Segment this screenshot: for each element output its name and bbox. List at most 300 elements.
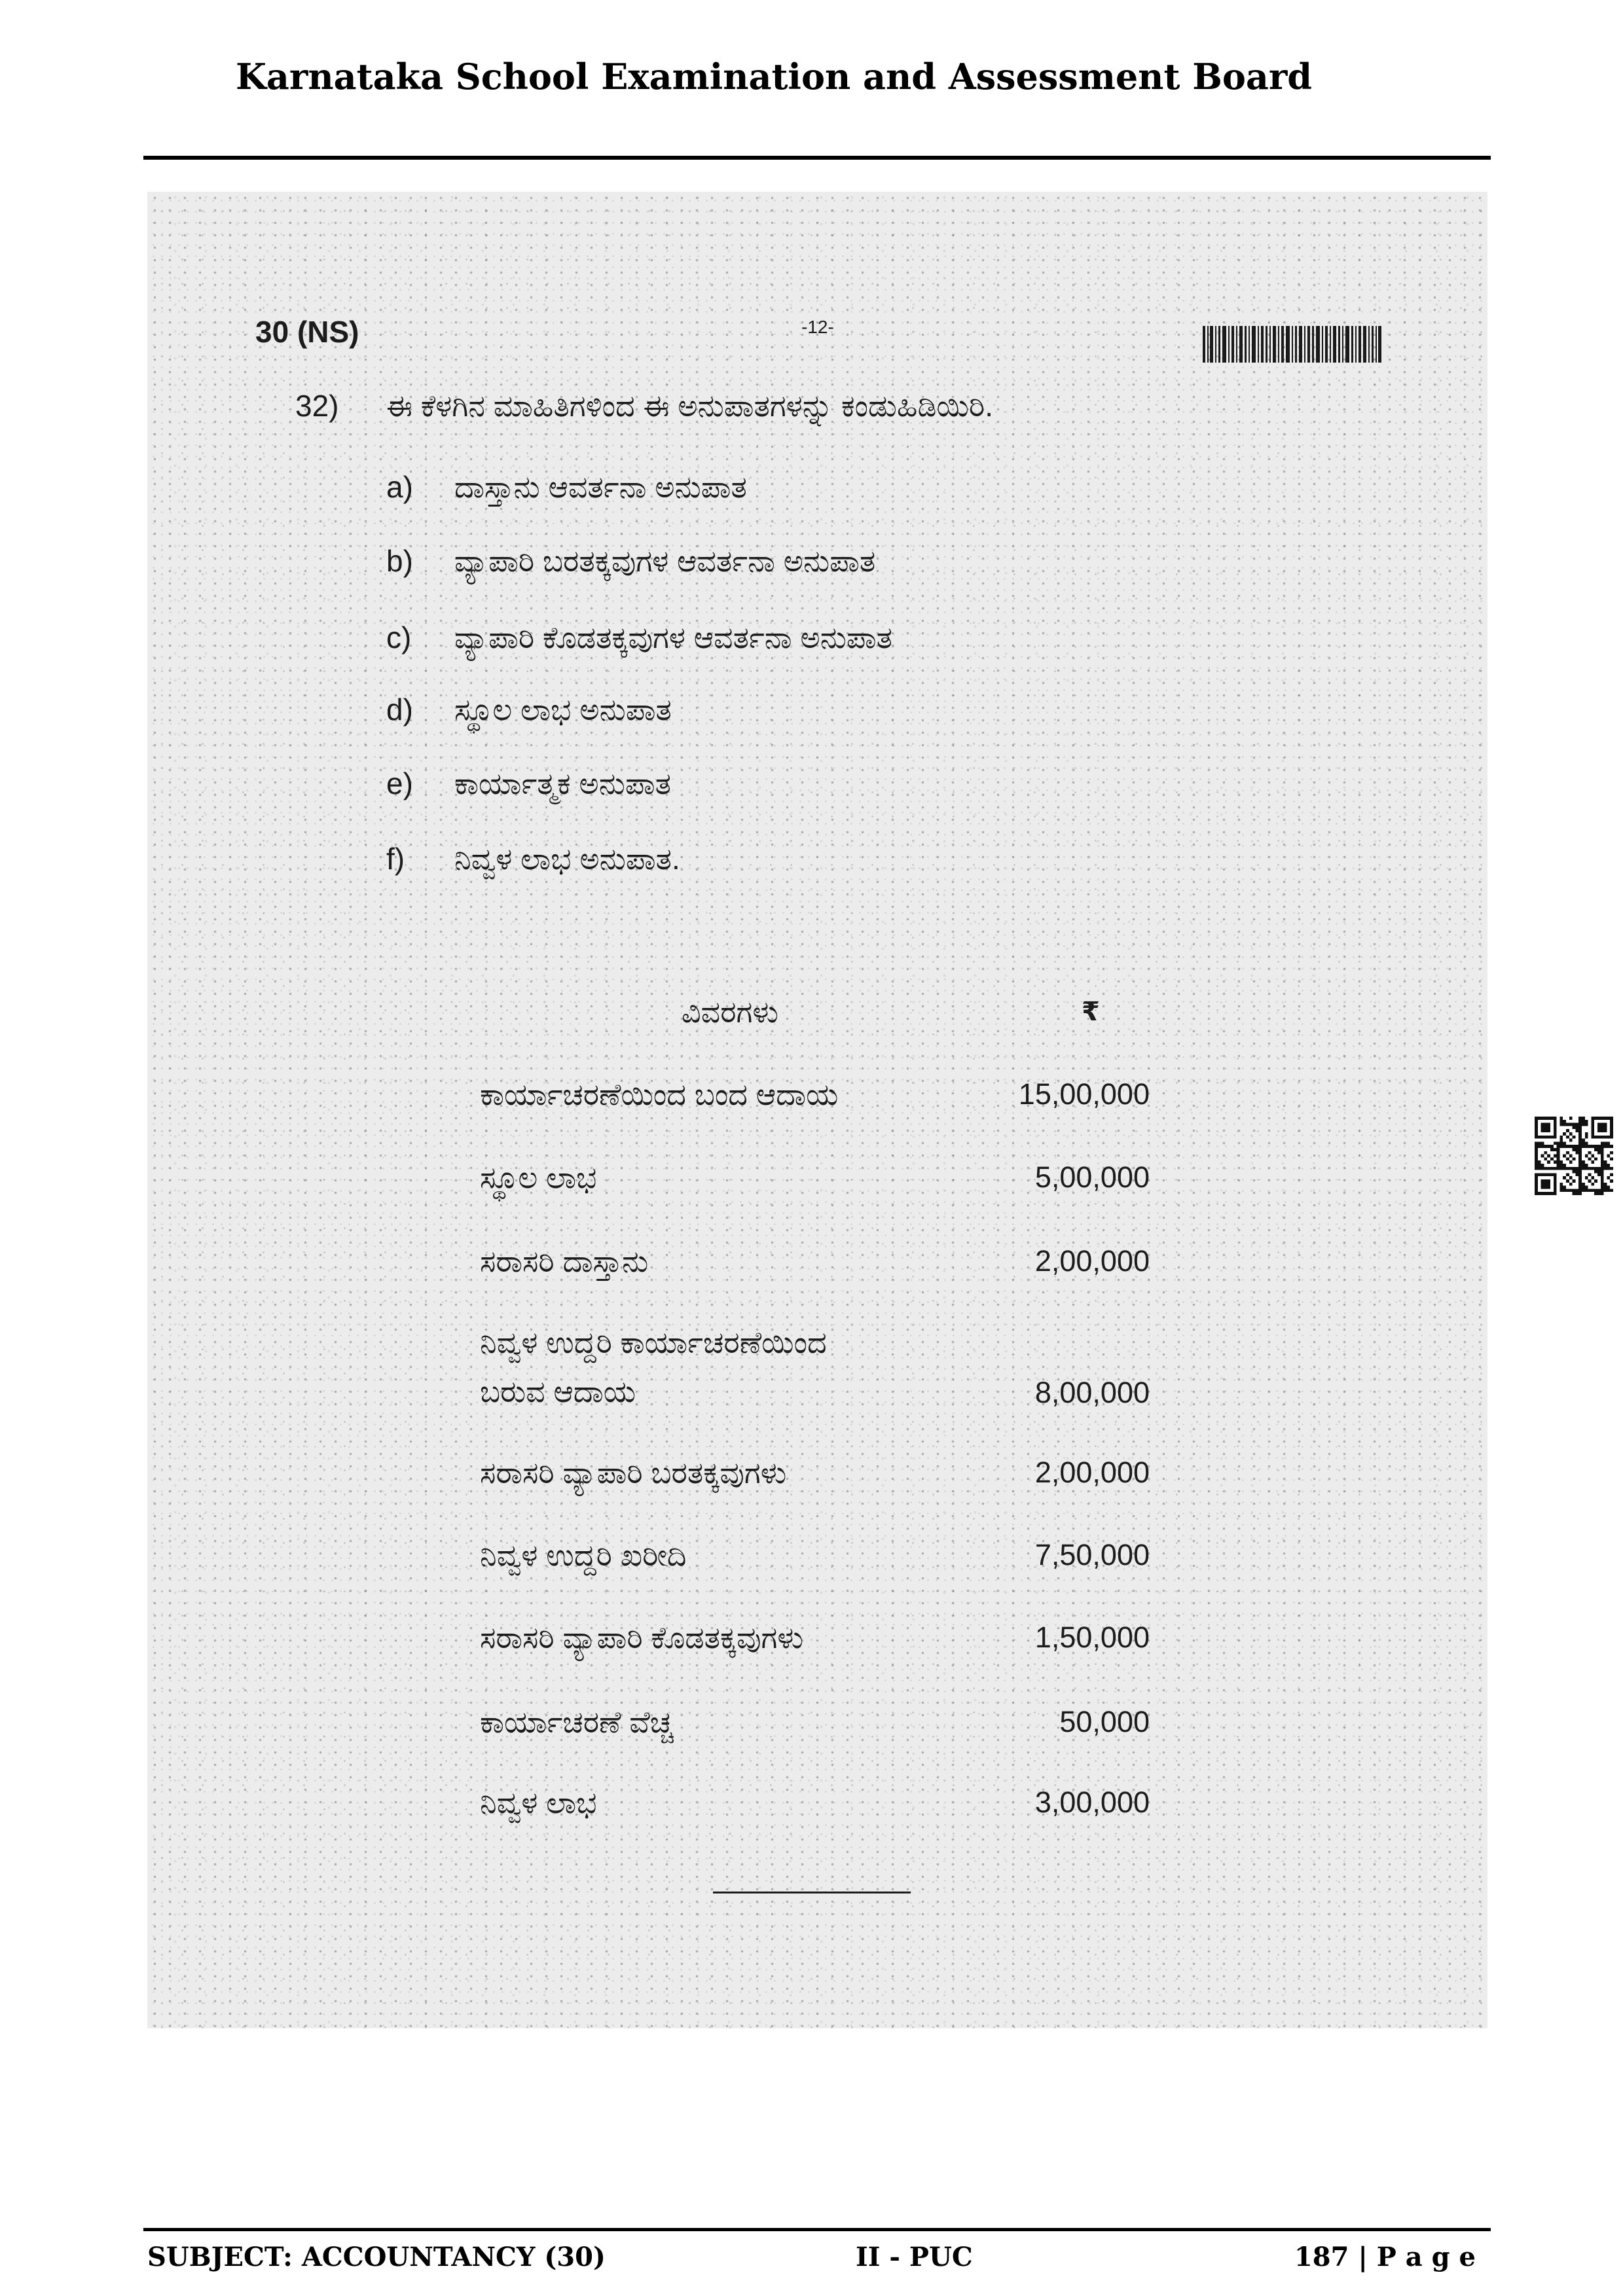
qr-module xyxy=(1610,1145,1613,1148)
qr-module xyxy=(1594,1189,1597,1192)
barcode-bar xyxy=(1203,326,1205,363)
qr-module xyxy=(1582,1145,1585,1148)
qr-module xyxy=(1535,1129,1538,1132)
barcode-bar xyxy=(1278,326,1279,363)
qr-module xyxy=(1601,1179,1604,1183)
qr-module xyxy=(1575,1192,1578,1195)
qr-module xyxy=(1544,1123,1547,1126)
qr-module xyxy=(1538,1173,1541,1176)
qr-module xyxy=(1535,1136,1538,1139)
footer-class: II - PUC xyxy=(856,2242,973,2272)
barcode-bar xyxy=(1378,326,1381,363)
barcode-bar xyxy=(1215,326,1216,363)
qr-module xyxy=(1547,1123,1550,1126)
qr-module xyxy=(1582,1139,1585,1142)
part-text: ವ್ಯಾಪಾರಿ ಬರತಕ್ಕವುಗಳ ಆವರ್ತನಾ ಅನುಪಾತ xyxy=(454,544,876,578)
qr-module xyxy=(1578,1145,1582,1148)
barcode-bar xyxy=(1351,326,1353,363)
qr-module xyxy=(1601,1186,1604,1189)
qr-module xyxy=(1610,1189,1613,1192)
barcode-bar xyxy=(1273,326,1276,363)
table-row xyxy=(147,1704,1487,1740)
barcode-bar xyxy=(1239,326,1243,363)
qr-module xyxy=(1544,1145,1547,1148)
qr-module xyxy=(1563,1155,1566,1158)
qr-module xyxy=(1591,1126,1594,1129)
qr-module xyxy=(1563,1176,1566,1179)
barcode-bar xyxy=(1295,326,1297,363)
qr-module xyxy=(1578,1126,1582,1129)
question-number: 32) xyxy=(295,389,339,423)
qr-module xyxy=(1544,1173,1547,1176)
qr-module xyxy=(1607,1155,1610,1158)
part-label: d) xyxy=(386,692,413,726)
qr-module xyxy=(1573,1167,1576,1170)
paper-code: 30 (NS) xyxy=(255,315,359,349)
qr-module xyxy=(1594,1148,1597,1151)
qr-module xyxy=(1575,1151,1578,1155)
qr-module xyxy=(1578,1141,1582,1145)
qr-module xyxy=(1554,1117,1557,1120)
qr-module xyxy=(1554,1126,1557,1129)
qr-module xyxy=(1601,1148,1604,1151)
row-label-continued: ಬರುವ ಆದಾಯ xyxy=(480,1374,636,1408)
qr-module xyxy=(1610,1151,1613,1155)
qr-module xyxy=(1588,1157,1592,1160)
qr-module xyxy=(1607,1186,1610,1189)
qr-module xyxy=(1604,1126,1607,1129)
qr-module xyxy=(1557,1164,1560,1167)
part-text: ಸ್ಥೂಲ ಲಾಭ ಅನುಪಾತ xyxy=(454,692,672,726)
qr-module xyxy=(1585,1145,1588,1148)
qr-module xyxy=(1601,1164,1604,1167)
qr-module xyxy=(1563,1123,1566,1126)
qr-module xyxy=(1588,1189,1592,1192)
barcode-bars xyxy=(1203,326,1381,363)
qr-module xyxy=(1601,1160,1604,1164)
qr-module xyxy=(1563,1141,1566,1145)
barcode-bar xyxy=(1222,326,1226,363)
row-amount: 2,00,000 xyxy=(1034,1244,1150,1278)
qr-module xyxy=(1563,1186,1566,1189)
end-of-question-line xyxy=(713,1892,911,1893)
qr-module xyxy=(1538,1145,1541,1148)
qr-module xyxy=(1588,1173,1592,1176)
qr-module xyxy=(1557,1151,1560,1155)
part-label: b) xyxy=(386,544,413,578)
qr-module xyxy=(1610,1126,1613,1129)
row-amount: 7,50,000 xyxy=(1034,1538,1150,1571)
qr-module xyxy=(1559,1136,1563,1139)
qr-module xyxy=(1610,1136,1613,1139)
barcode-bar xyxy=(1338,326,1340,363)
qr-module xyxy=(1563,1145,1566,1148)
qr-module xyxy=(1535,1157,1538,1160)
qr-module xyxy=(1578,1129,1582,1132)
qr-module xyxy=(1604,1160,1607,1164)
row-label: ನಿವ್ವಳ ಲಾಭ xyxy=(480,1785,597,1820)
qr-module xyxy=(1588,1151,1592,1155)
qr-module xyxy=(1610,1129,1613,1132)
qr-module xyxy=(1578,1164,1582,1167)
qr-module xyxy=(1597,1170,1601,1174)
qr-module xyxy=(1541,1123,1544,1126)
barcode-bar xyxy=(1231,326,1234,363)
barcode-bar xyxy=(1333,326,1336,363)
qr-module xyxy=(1541,1179,1544,1183)
qr-module xyxy=(1541,1183,1544,1186)
qr-module xyxy=(1547,1155,1550,1158)
qr-module xyxy=(1554,1141,1557,1145)
qr-module xyxy=(1566,1151,1569,1155)
qr-module xyxy=(1535,1186,1538,1189)
qr-module xyxy=(1582,1123,1585,1126)
qr-module xyxy=(1582,1117,1585,1120)
qr-module xyxy=(1541,1167,1544,1170)
qr-module xyxy=(1601,1123,1604,1126)
qr-module xyxy=(1594,1192,1597,1195)
qr-module xyxy=(1554,1192,1557,1195)
qr-module xyxy=(1550,1167,1554,1170)
qr-module xyxy=(1582,1164,1585,1167)
qr-module xyxy=(1591,1145,1594,1148)
qr-module xyxy=(1550,1145,1554,1148)
qr-module xyxy=(1604,1117,1607,1120)
qr-module xyxy=(1538,1192,1541,1195)
qr-module xyxy=(1559,1117,1563,1120)
qr-module xyxy=(1547,1173,1550,1176)
barcode-bar xyxy=(1355,326,1357,363)
qr-module xyxy=(1573,1192,1576,1195)
qr-module xyxy=(1566,1189,1569,1192)
qr-modules xyxy=(1535,1117,1613,1195)
barcode-bar xyxy=(1258,326,1259,363)
qr-module xyxy=(1601,1189,1604,1192)
qr-module xyxy=(1610,1167,1613,1170)
qr-module xyxy=(1547,1183,1550,1186)
qr-module xyxy=(1594,1157,1597,1160)
qr-module xyxy=(1541,1117,1544,1120)
barcode-bar xyxy=(1269,326,1271,363)
qr-module xyxy=(1566,1157,1569,1160)
barcode-bar xyxy=(1345,326,1349,363)
qr-module xyxy=(1578,1139,1582,1142)
qr-module xyxy=(1585,1141,1588,1145)
qr-module xyxy=(1585,1155,1588,1158)
part-text: ಕಾರ್ಯಾತ್ಮಕ ಅನುಪಾತ xyxy=(454,766,672,800)
barcode-bar xyxy=(1252,326,1256,363)
qr-module xyxy=(1591,1167,1594,1170)
qr-module xyxy=(1585,1132,1588,1136)
qr-module xyxy=(1550,1173,1554,1176)
qr-module xyxy=(1550,1192,1554,1195)
qr-module xyxy=(1554,1173,1557,1176)
qr-module xyxy=(1559,1189,1563,1192)
qr-module xyxy=(1559,1145,1563,1148)
barcode-bar xyxy=(1299,326,1302,363)
qr-module xyxy=(1566,1167,1569,1170)
qr-module xyxy=(1566,1145,1569,1148)
qr-module xyxy=(1544,1192,1547,1195)
qr-module xyxy=(1535,1148,1538,1151)
table-row xyxy=(147,1324,1487,1411)
qr-module xyxy=(1601,1151,1604,1155)
row-amount: 15,00,000 xyxy=(1018,1077,1150,1111)
qr-module xyxy=(1541,1145,1544,1148)
barcode-icon xyxy=(1203,326,1383,363)
qr-module xyxy=(1588,1167,1592,1170)
barcode-bar xyxy=(1218,326,1220,363)
qr-module xyxy=(1597,1129,1601,1132)
qr-module xyxy=(1597,1126,1601,1129)
qr-module xyxy=(1607,1164,1610,1167)
qr-module xyxy=(1554,1120,1557,1123)
qr-module xyxy=(1591,1120,1594,1123)
qr-module xyxy=(1591,1155,1594,1158)
qr-module xyxy=(1557,1145,1560,1148)
qr-module xyxy=(1566,1123,1569,1126)
qr-module xyxy=(1601,1126,1604,1129)
qr-module xyxy=(1578,1132,1582,1136)
barcode-bar xyxy=(1368,326,1370,363)
footer-page-number: 187 | P a g e xyxy=(1294,2242,1476,2272)
barcode-bar xyxy=(1207,326,1209,363)
qr-module xyxy=(1535,1173,1538,1176)
qr-module xyxy=(1604,1141,1607,1145)
qr-module xyxy=(1569,1176,1573,1179)
qr-module xyxy=(1604,1129,1607,1132)
qr-module xyxy=(1610,1117,1613,1120)
qr-module xyxy=(1554,1136,1557,1139)
qr-module xyxy=(1578,1170,1582,1174)
qr-module xyxy=(1538,1160,1541,1164)
qr-module xyxy=(1554,1189,1557,1192)
qr-module xyxy=(1557,1155,1560,1158)
qr-module xyxy=(1569,1117,1573,1120)
qr-module xyxy=(1547,1186,1550,1189)
qr-module xyxy=(1578,1189,1582,1192)
row-amount: 5,00,000 xyxy=(1034,1160,1150,1194)
qr-module xyxy=(1538,1141,1541,1145)
question-part xyxy=(147,543,1487,579)
qr-module xyxy=(1594,1170,1597,1174)
board-title: Karnataka School Examination and Assessment Board xyxy=(236,56,1313,98)
qr-module xyxy=(1547,1179,1550,1183)
qr-module xyxy=(1547,1192,1550,1195)
qr-module xyxy=(1569,1183,1573,1186)
qr-module xyxy=(1573,1157,1576,1160)
qr-module xyxy=(1578,1155,1582,1158)
qr-module xyxy=(1538,1164,1541,1167)
qr-module xyxy=(1544,1136,1547,1139)
qr-module xyxy=(1610,1179,1613,1183)
qr-module xyxy=(1601,1155,1604,1158)
qr-module xyxy=(1535,1164,1538,1167)
part-label: e) xyxy=(386,766,413,800)
qr-module xyxy=(1559,1167,1563,1170)
header-rule xyxy=(143,156,1491,160)
qr-module xyxy=(1559,1139,1563,1142)
qr-module xyxy=(1575,1173,1578,1176)
qr-module xyxy=(1585,1164,1588,1167)
table-header-particulars: ವಿವರಗಳು xyxy=(682,995,779,1029)
qr-module xyxy=(1566,1136,1569,1139)
qr-module xyxy=(1575,1148,1578,1151)
barcode-bar xyxy=(1307,326,1310,363)
qr-module xyxy=(1569,1189,1573,1192)
row-label: ನಿವ್ವಳ ಉದ್ದರಿ ಕಾರ್ಯಾಚರಣೆಯಿಂದ xyxy=(480,1325,827,1359)
barcode-bar xyxy=(1304,326,1305,363)
qr-module xyxy=(1604,1183,1607,1186)
qr-module xyxy=(1597,1117,1601,1120)
qr-module xyxy=(1575,1170,1578,1174)
qr-module xyxy=(1535,1176,1538,1179)
qr-module xyxy=(1578,1186,1582,1189)
qr-module xyxy=(1591,1183,1594,1186)
qr-module xyxy=(1541,1192,1544,1195)
part-label: a) xyxy=(386,470,413,504)
qr-module xyxy=(1594,1179,1597,1183)
qr-module xyxy=(1554,1176,1557,1179)
qr-module xyxy=(1578,1160,1582,1164)
row-label: ಕಾರ್ಯಾಚರಣೆಯಿಂದ ಬಂದ ಆದಾಯ xyxy=(480,1077,839,1111)
qr-module xyxy=(1591,1160,1594,1164)
qr-module xyxy=(1547,1145,1550,1148)
qr-module xyxy=(1594,1145,1597,1148)
barcode-bar xyxy=(1210,326,1213,363)
qr-module xyxy=(1601,1136,1604,1139)
qr-module xyxy=(1535,1160,1538,1164)
qr-module xyxy=(1559,1186,1563,1189)
qr-module xyxy=(1557,1160,1560,1164)
qr-module xyxy=(1559,1123,1563,1126)
qr-module xyxy=(1573,1179,1576,1183)
row-amount: 2,00,000 xyxy=(1034,1456,1150,1489)
qr-module xyxy=(1578,1136,1582,1139)
qr-module xyxy=(1573,1148,1576,1151)
barcode-bar xyxy=(1281,326,1284,363)
qr-module xyxy=(1535,1126,1538,1129)
qr-module xyxy=(1535,1167,1538,1170)
footer-subject: SUBJECT: ACCOUNTANCY (30) xyxy=(147,2242,606,2272)
part-text: ದಾಸ್ತಾನು ಆವರ್ತನಾ ಅನುಪಾತ xyxy=(454,470,747,504)
barcode-bar xyxy=(1249,326,1250,363)
question-part xyxy=(147,691,1487,728)
qr-module xyxy=(1582,1189,1585,1192)
qr-module xyxy=(1604,1136,1607,1139)
qr-module xyxy=(1535,1151,1538,1155)
qr-module xyxy=(1554,1132,1557,1136)
qr-module xyxy=(1541,1186,1544,1189)
qr-module xyxy=(1591,1136,1594,1139)
barcode-bar xyxy=(1312,326,1314,363)
barcode-bar xyxy=(1372,326,1374,363)
qr-module xyxy=(1585,1176,1588,1179)
qr-module xyxy=(1544,1151,1547,1155)
qr-module xyxy=(1582,1141,1585,1145)
qr-module xyxy=(1575,1145,1578,1148)
qr-module xyxy=(1547,1129,1550,1132)
part-label: c) xyxy=(386,620,412,655)
qr-module xyxy=(1569,1160,1573,1164)
qr-module xyxy=(1582,1167,1585,1170)
qr-module xyxy=(1554,1160,1557,1164)
qr-module xyxy=(1557,1148,1560,1151)
qr-module xyxy=(1563,1132,1566,1136)
barcode-bar xyxy=(1330,326,1331,363)
qr-module xyxy=(1557,1167,1560,1170)
qr-module xyxy=(1550,1117,1554,1120)
qr-module xyxy=(1566,1173,1569,1176)
qr-module xyxy=(1601,1117,1604,1120)
qr-module xyxy=(1544,1167,1547,1170)
qr-module xyxy=(1563,1189,1566,1192)
barcode-bar xyxy=(1342,326,1343,363)
qr-module xyxy=(1604,1186,1607,1189)
qr-module xyxy=(1610,1157,1613,1160)
footer-rule xyxy=(143,2228,1491,2231)
qr-module xyxy=(1547,1117,1550,1120)
qr-module xyxy=(1535,1117,1538,1120)
qr-module xyxy=(1547,1126,1550,1129)
part-text: ನಿವ್ವಳ ಲಾಭ ಅನುಪಾತ. xyxy=(454,842,680,876)
qr-module xyxy=(1604,1167,1607,1170)
qr-module xyxy=(1569,1139,1573,1142)
qr-module xyxy=(1604,1145,1607,1148)
qr-module xyxy=(1591,1132,1594,1136)
question-part xyxy=(147,765,1487,802)
qr-module xyxy=(1535,1179,1538,1183)
qr-module xyxy=(1591,1123,1594,1126)
qr-module xyxy=(1544,1186,1547,1189)
qr-module xyxy=(1597,1189,1601,1192)
qr-module xyxy=(1566,1129,1569,1132)
qr-module xyxy=(1554,1167,1557,1170)
qr-module xyxy=(1569,1123,1573,1126)
qr-module xyxy=(1607,1189,1610,1192)
qr-module xyxy=(1544,1183,1547,1186)
barcode-bar xyxy=(1292,326,1293,363)
qr-module xyxy=(1607,1176,1610,1179)
table-row xyxy=(147,1619,1487,1656)
qr-module xyxy=(1607,1167,1610,1170)
qr-module xyxy=(1573,1189,1576,1192)
qr-module xyxy=(1573,1136,1576,1139)
table-row xyxy=(147,1537,1487,1573)
qr-module xyxy=(1535,1132,1538,1136)
qr-module xyxy=(1544,1126,1547,1129)
qr-module xyxy=(1578,1117,1582,1120)
qr-module xyxy=(1578,1151,1582,1155)
qr-module xyxy=(1538,1167,1541,1170)
table-header-amount: ₹ xyxy=(1082,997,1100,1027)
qr-module xyxy=(1554,1155,1557,1158)
table-row xyxy=(147,1159,1487,1196)
qr-module xyxy=(1597,1148,1601,1151)
barcode-bar xyxy=(1322,326,1323,363)
qr-module xyxy=(1569,1167,1573,1170)
barcode-bar xyxy=(1228,326,1230,363)
qr-module xyxy=(1597,1192,1601,1195)
qr-module xyxy=(1597,1123,1601,1126)
qr-module xyxy=(1601,1157,1604,1160)
row-amount: 8,00,000 xyxy=(1034,1376,1150,1409)
question-part xyxy=(147,469,1487,505)
qr-module xyxy=(1566,1179,1569,1183)
question-part xyxy=(147,840,1487,877)
qr-module xyxy=(1535,1123,1538,1126)
qr-module xyxy=(1597,1151,1601,1155)
